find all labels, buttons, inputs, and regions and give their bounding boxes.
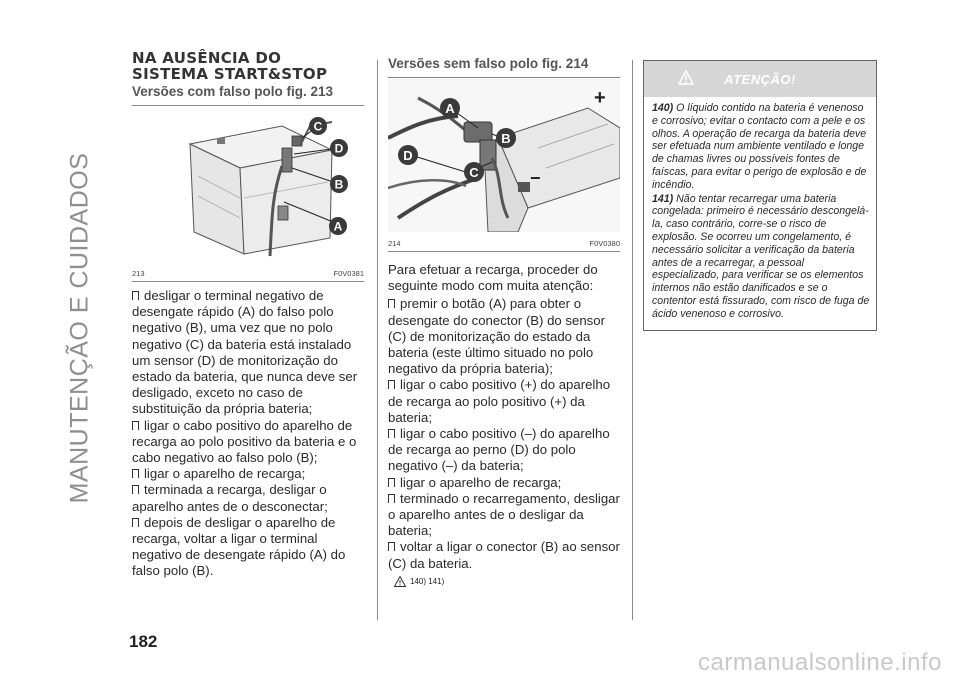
figure-213 [132, 106, 364, 278]
warning-number: 141) [652, 192, 674, 205]
bullet-icon [388, 542, 395, 551]
figure-214-label-d: D [403, 148, 413, 163]
procedure-intro: Para efetuar a recarga, proceder do seguinte modo com muita atenção: [388, 262, 598, 294]
warning-text: O líquido contido na bateria é venenoso e corrosivo; evitar o contacto com a pele e os olhos. A operação de recarga da bateria deve ser efetuada num ambiente ventilado e longe de chamas livres ou possíveis fontes de faíscas, para evitar o perigo de explosão e de incêndio. [652, 102, 867, 191]
column-3 [643, 60, 877, 331]
bullet-icon [132, 518, 139, 527]
figure-214-caption [388, 239, 620, 248]
bullet-icon [388, 429, 395, 438]
list-item-text: terminado o recarregamento, desligar o aparelho antes de o desligar da bateria; [388, 490, 620, 539]
list-item-text: ligar o aparelho de recarga; [144, 466, 306, 482]
section-heading-line-2: SISTEMA START&STOP [132, 65, 328, 83]
procedure-list-213 [132, 288, 364, 580]
list-item-text: ligar o cabo positivo (+) do aparelho de recarga ao polo positivo (+) da bateria; [388, 377, 611, 425]
list-item [132, 288, 364, 418]
column-2 [388, 56, 620, 587]
list-item [132, 515, 364, 580]
list-item [388, 491, 620, 540]
column-divider-1 [377, 60, 378, 620]
figure-213-label-d: D [334, 141, 344, 156]
warning-box [643, 60, 877, 331]
list-item-text: depois de desligar o aparelho de recarga, voltar a ligar o terminal negativo de desengate rápido (A) do falso polo (B). [132, 514, 346, 579]
page-number: 182 [129, 632, 158, 651]
figure-214-minus-sign: − [530, 168, 541, 188]
list-item [388, 426, 620, 475]
warning-triangle-icon [394, 576, 406, 587]
warning-triangle-icon [678, 70, 694, 85]
figure-213-number: 213 [132, 269, 145, 278]
list-item-text: premir o botão (A) para obter o desengate do conector (B) do sensor (C) de monitorização do estado da bateria (este último situado no polo negativo da própria bateria); [388, 296, 605, 377]
bullet-icon [388, 299, 395, 308]
warning-item-141 [652, 193, 870, 321]
list-item-text: ligar o aparelho de recarga; [400, 474, 562, 490]
figure-213-label-b: B [334, 177, 344, 192]
list-item-text: ligar o cabo positivo (–) do aparelho de recarga ao perno (D) do polo negativo (–) da bateria; [388, 426, 610, 474]
warning-title: ATENÇÃO! [724, 71, 796, 87]
column-1 [132, 50, 364, 580]
list-item [388, 377, 620, 426]
warning-body [644, 97, 876, 330]
warning-text: Não tentar recarregar uma bateria congelada: primeiro é necessário descongelá-la, caso contrário, corre-se o risco de explosão. Se ocorreu um congelamento, é necessário solicitar a verificação da bateria antes de a recarregar, a pessoal especializado, para verificar se os elementos internos não estão danificados e se o contentor está fissurado, com risco de fuga de ácido venenoso e corrosivo. [652, 192, 870, 320]
figure-213-rule [132, 281, 364, 282]
figure-214-label-b: B [501, 131, 511, 146]
bullet-icon [132, 421, 139, 430]
figure-214-number: 214 [388, 239, 401, 248]
bullet-icon [388, 494, 395, 503]
bullet-icon [132, 469, 139, 478]
subheading-fig-213: Versões com falso polo fig. 213 [132, 84, 334, 99]
warning-header [644, 61, 876, 97]
list-item [132, 482, 364, 514]
figure-214-code: F0V0380 [589, 239, 620, 248]
figure-213-label-a: A [333, 219, 343, 234]
figure-213-label-c: C [313, 119, 323, 134]
bullet-icon [132, 291, 139, 300]
figure-213-code: F0V0381 [333, 269, 364, 278]
bullet-icon [388, 478, 395, 487]
bullet-icon [388, 380, 395, 389]
battery-illustration-214 [388, 78, 620, 232]
figure-213-caption [132, 269, 364, 278]
section-heading [132, 50, 364, 82]
figure-214-label-c: C [469, 165, 479, 180]
column-divider-2 [632, 60, 633, 620]
figure-214-rule [388, 251, 620, 252]
procedure-list-214 [388, 296, 620, 571]
list-item [388, 539, 620, 571]
warning-reference-numbers: 140) 141) [410, 576, 445, 586]
list-item-text: ligar o cabo positivo do aparelho de recarga ao polo positivo da bateria e o cabo negativo ao falso polo (B); [132, 417, 357, 466]
list-item-text: terminada a recarga, desligar o aparelho antes de o desconectar; [132, 482, 328, 514]
warning-item-140 [652, 102, 870, 192]
list-item [132, 466, 364, 482]
section-heading-line-1: NA AUSÊNCIA DO [132, 49, 282, 67]
warning-number: 140) [652, 102, 674, 114]
list-item [388, 475, 620, 491]
list-item-text: voltar a ligar o conector (B) ao sensor (C) da bateria. [388, 539, 620, 571]
bullet-icon [132, 485, 139, 494]
battery-illustration-213 [132, 106, 364, 262]
warning-reference [388, 576, 620, 587]
list-item [132, 418, 364, 467]
watermark: carmanualsonline.info [698, 649, 942, 676]
figure-214-label-a: A [445, 101, 455, 116]
figure-214-plus-sign: + [594, 87, 606, 109]
side-section-title-text: MANUTENÇÃO E CUIDADOS [65, 152, 94, 504]
figure-214 [388, 78, 620, 248]
subheading-fig-214: Versões sem falso polo fig. 214 [388, 56, 589, 71]
list-item-text: desligar o terminal negativo de desengate rápido (A) do falso polo negativo (B), uma vez que no polo negativo (C) da bateria está instalado um sensor (D) de monitorização do estado da bateria, que nunca deve ser desligado, exceto no caso de substituição da própria bateria; [132, 288, 358, 417]
list-item [388, 296, 620, 377]
